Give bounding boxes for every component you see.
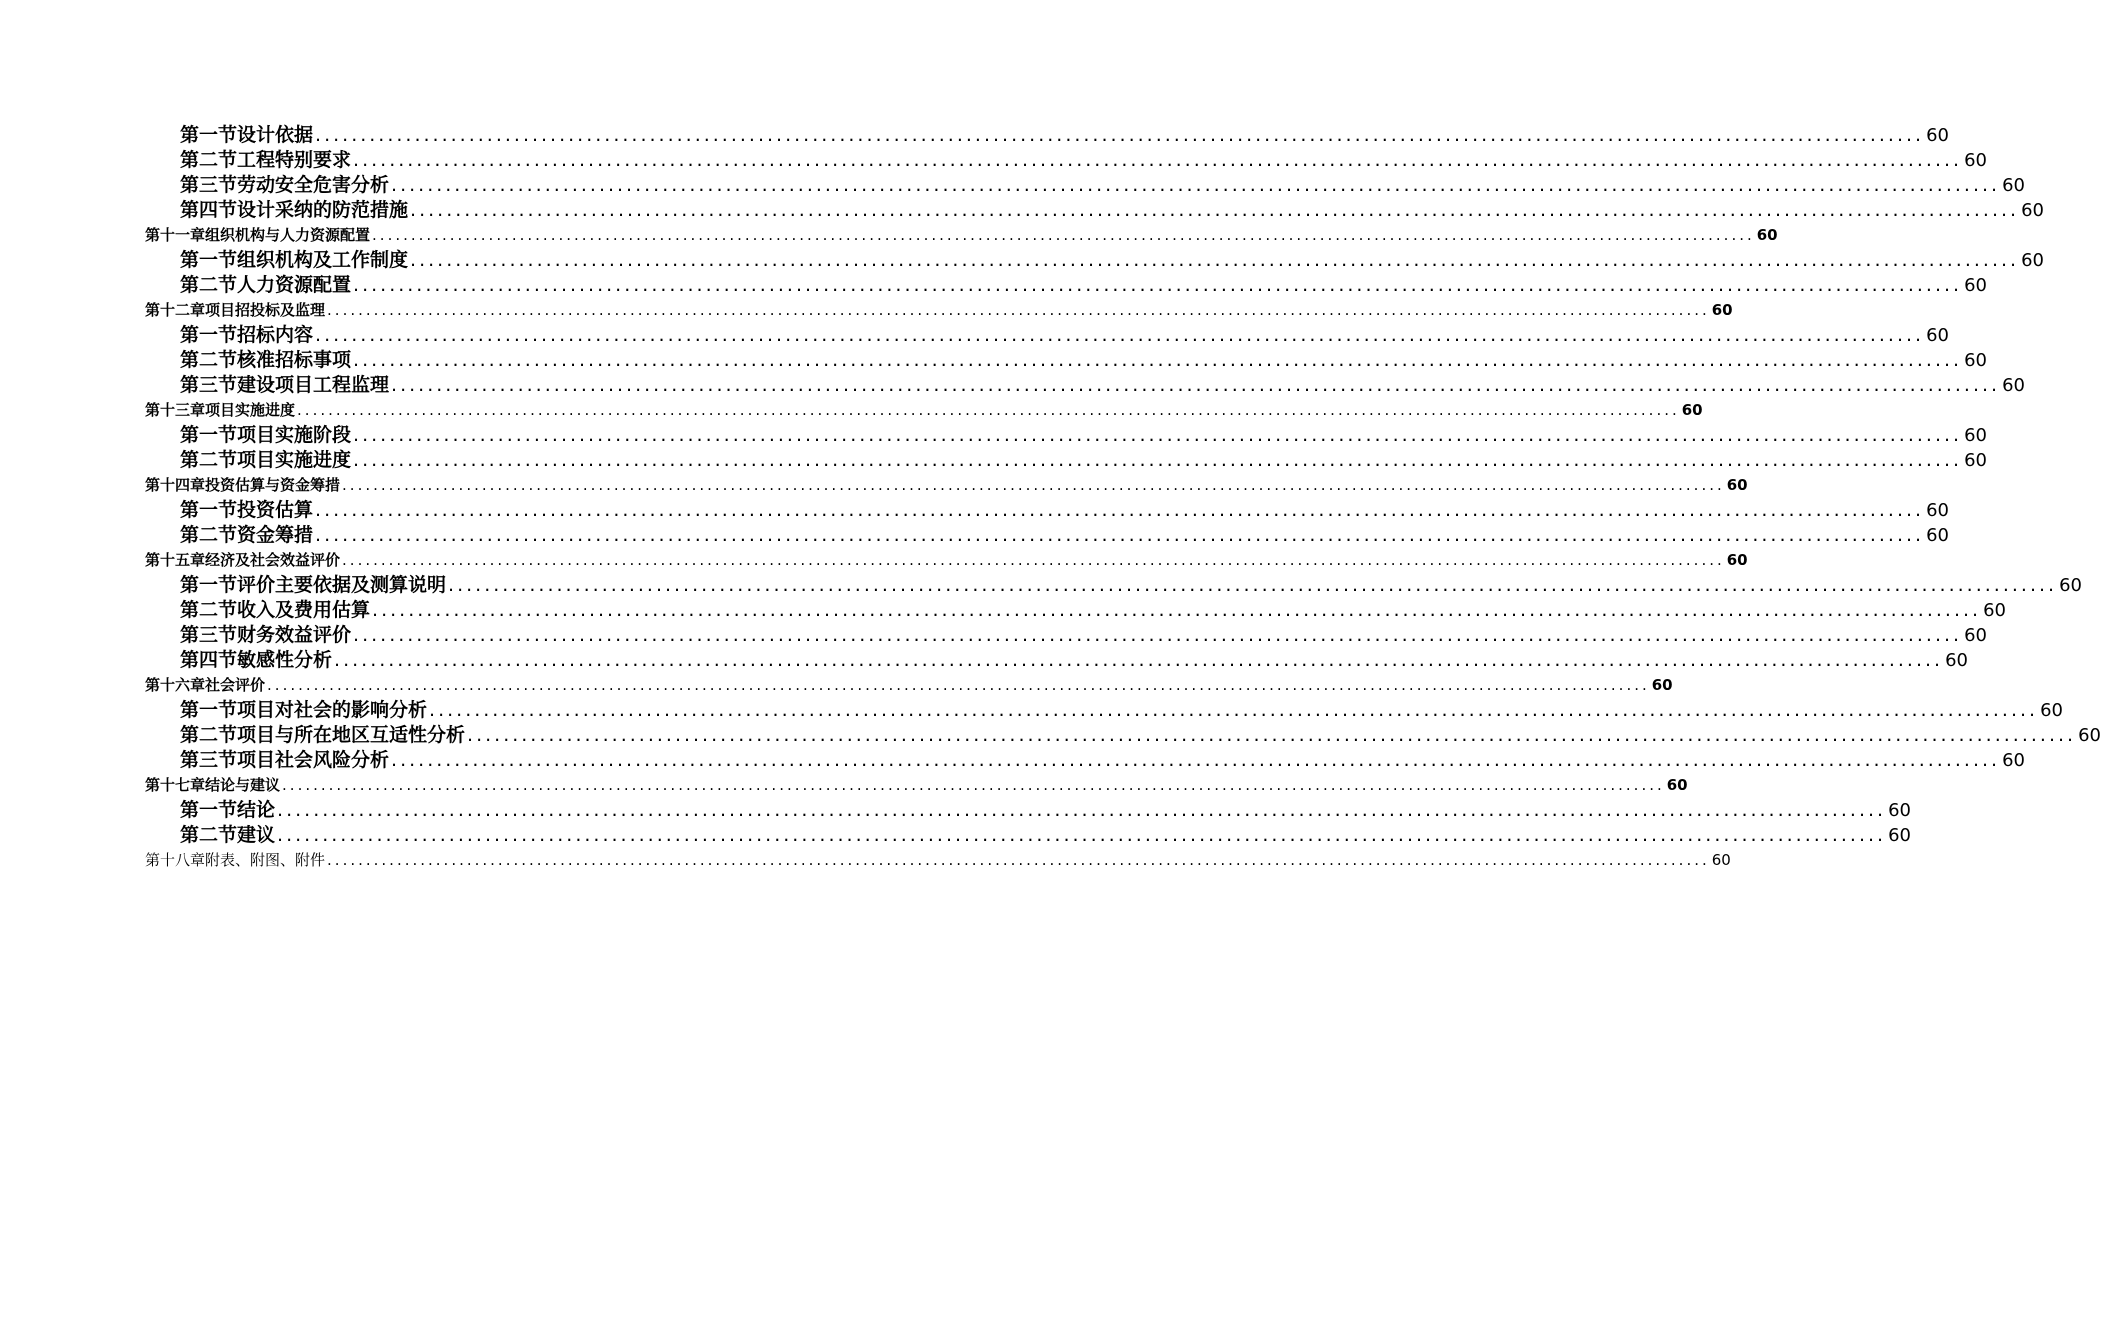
page-number: 60 [1964,350,1987,371]
dot-leader: .................................................................................................................................................................................. [267,676,1650,694]
dot-leader: .................................................................................................................................................................................. [327,851,1710,869]
dot-leader: .................................................................................................................................................................................. [391,749,2001,771]
toc-section-entry[interactable] [0,598,2006,623]
dot-leader: .................................................................................................................................................................................. [315,124,1925,146]
page-number: 60 [1926,525,1949,546]
section-title: 投资估算 [237,499,314,521]
section-number: 第一节 [180,499,238,521]
chapter-number: 第十三章 [145,401,206,419]
page-number: 60 [1756,226,1778,244]
chapter-number: 第十七章 [145,776,206,794]
toc-chapter-entry[interactable] [0,773,1688,798]
section-number: 第一节 [180,424,238,446]
chapter-number: 第十四章 [145,476,206,494]
toc-section-entry[interactable] [0,498,1949,523]
section-number: 第一节 [180,324,238,346]
toc-chapter-entry[interactable] [0,673,1673,698]
section-title: 结论 [237,799,276,821]
section-number: 第四节 [180,199,238,221]
chapter-number: 第十六章 [145,676,206,694]
section-number: 第二节 [180,724,238,746]
dot-leader: .................................................................................................................................................................................. [391,374,2001,396]
dot-leader: .................................................................................................................................................................................. [315,324,1925,346]
toc-section-entry[interactable] [0,648,1968,673]
page-number: 60 [1964,625,1987,646]
section-number: 第一节 [180,249,238,271]
toc-section-entry[interactable] [0,723,2101,748]
page-number: 60 [1726,476,1748,494]
page-number: 60 [2002,375,2025,396]
section-title: 项目社会风险分析 [237,749,390,771]
section-title: 建议 [237,824,276,846]
dot-leader: .................................................................................................................................................................................. [353,449,1963,471]
chapter-title: 结论与建议 [205,776,281,794]
page-number: 60 [2059,575,2082,596]
chapter-title: 投资估算与资金筹措 [205,476,341,494]
section-number: 第二节 [180,449,238,471]
dot-leader: .................................................................................................................................................................................. [353,274,1963,296]
section-number: 第三节 [180,174,238,196]
section-title: 工程特别要求 [237,149,352,171]
dot-leader: .................................................................................................................................................................................. [315,524,1925,546]
section-number: 第三节 [180,624,238,646]
chapter-number: 第十一章 [145,226,206,244]
section-number: 第二节 [180,274,238,296]
page-number: 60 [1945,650,1968,671]
page-number: 60 [1926,125,1949,146]
section-title: 劳动安全危害分析 [237,174,390,196]
toc-chapter-entry[interactable] [0,473,1748,498]
section-title: 财务效益评价 [237,624,352,646]
page-number: 60 [2002,750,2025,771]
toc-chapter-entry[interactable] [0,298,1733,323]
section-title: 设计依据 [237,124,314,146]
toc-section-entry[interactable] [0,248,2044,273]
toc-section-entry[interactable] [0,523,1949,548]
toc-section-entry[interactable] [0,423,1987,448]
toc-section-entry[interactable] [0,348,1987,373]
page-number: 60 [1651,676,1673,694]
section-title: 项目实施进度 [237,449,352,471]
page-number: 60 [1666,776,1688,794]
section-number: 第一节 [180,699,238,721]
page-number: 60 [1964,425,1987,446]
toc-section-entry[interactable] [0,173,2025,198]
dot-leader: .................................................................................................................................................................................. [410,199,2020,221]
dot-leader: .................................................................................................................................................................................. [372,226,1755,244]
dot-leader: .................................................................................................................................................................................. [391,174,2001,196]
toc-section-entry[interactable] [0,123,1949,148]
toc-section-entry[interactable] [0,373,2025,398]
section-title: 核准招标事项 [237,349,352,371]
section-title: 资金筹措 [237,524,314,546]
section-number: 第四节 [180,649,238,671]
section-title: 项目与所在地区互适性分析 [237,724,466,746]
page-number: 60 [1964,450,1987,471]
toc-section-entry[interactable] [0,748,2025,773]
toc-section-entry[interactable] [0,698,2063,723]
section-title: 项目实施阶段 [237,424,352,446]
chapter-title: 组织机构与人力资源配置 [205,226,371,244]
section-number: 第一节 [180,574,238,596]
toc-section-entry[interactable] [0,798,1911,823]
toc-chapter-entry[interactable] [0,848,1731,873]
section-title: 设计采纳的防范措施 [237,199,409,221]
section-number: 第二节 [180,599,238,621]
dot-leader: .................................................................................................................................................................................. [315,499,1925,521]
toc-section-entry[interactable] [0,448,1987,473]
section-title: 收入及费用估算 [237,599,371,621]
section-title: 建设项目工程监理 [237,374,390,396]
toc-chapter-entry[interactable] [0,398,1703,423]
dot-leader: .................................................................................................................................................................................. [277,799,1887,821]
section-number: 第三节 [180,374,238,396]
section-title: 项目对社会的影响分析 [237,699,428,721]
page-number: 60 [1726,551,1748,569]
page-number: 60 [1926,325,1949,346]
page-number: 60 [1926,500,1949,521]
section-number: 第二节 [180,524,238,546]
page-number: 60 [1681,401,1703,419]
toc-section-entry[interactable] [0,823,1911,848]
page-number: 60 [1888,800,1911,821]
page-number: 60 [2078,725,2101,746]
section-title: 人力资源配置 [237,274,352,296]
section-number: 第一节 [180,799,238,821]
section-number: 第三节 [180,749,238,771]
chapter-number: 第十八章 [145,851,206,869]
chapter-title: 项目招投标及监理 [205,301,326,319]
section-number: 第一节 [180,124,238,146]
chapter-title: 项目实施进度 [205,401,296,419]
section-title: 招标内容 [237,324,314,346]
chapter-title: 社会评价 [205,676,266,694]
dot-leader: .................................................................................................................................................................................. [429,699,2039,721]
page-number: 60 [2002,175,2025,196]
chapter-title: 经济及社会效益评价 [205,551,341,569]
dot-leader: .................................................................................................................................................................................. [353,149,1963,171]
page-number: 60 [1983,600,2006,621]
page-number: 60 [1888,825,1911,846]
section-number: 第二节 [180,349,238,371]
section-number: 第二节 [180,824,238,846]
section-title: 组织机构及工作制度 [237,249,409,271]
dot-leader: .................................................................................................................................................................................. [353,424,1963,446]
dot-leader: .................................................................................................................................................................................. [353,624,1963,646]
dot-leader: .................................................................................................................................................................................. [282,776,1665,794]
dot-leader: .................................................................................................................................................................................. [327,301,1710,319]
dot-leader: .................................................................................................................................................................................. [410,249,2020,271]
table-of-contents [0,123,2101,873]
toc-section-entry[interactable] [0,273,1987,298]
page-number: 60 [1964,275,1987,296]
page-number: 60 [1964,150,1987,171]
dot-leader: .................................................................................................................................................................................. [448,574,2058,596]
toc-chapter-entry[interactable] [0,548,1748,573]
page-number: 60 [1711,851,1731,869]
dot-leader: .................................................................................................................................................................................. [297,401,1680,419]
toc-section-entry[interactable] [0,148,1987,173]
dot-leader: .................................................................................................................................................................................. [277,824,1887,846]
toc-section-entry[interactable] [0,573,2082,598]
toc-section-entry[interactable] [0,623,1987,648]
dot-leader: .................................................................................................................................................................................. [334,649,1944,671]
dot-leader: .................................................................................................................................................................................. [342,476,1725,494]
section-title: 评价主要依据及测算说明 [237,574,447,596]
chapter-number: 第十五章 [145,551,206,569]
page-number: 60 [2021,200,2044,221]
section-number: 第二节 [180,149,238,171]
dot-leader: .................................................................................................................................................................................. [372,599,1982,621]
page-number: 60 [2040,700,2063,721]
page-number: 60 [1711,301,1733,319]
toc-section-entry[interactable] [0,198,2044,223]
page-number: 60 [2021,250,2044,271]
section-title: 敏感性分析 [237,649,333,671]
dot-leader: .................................................................................................................................................................................. [467,724,2077,746]
chapter-title: 附表、附图、附件 [205,851,326,869]
chapter-number: 第十二章 [145,301,206,319]
dot-leader: .................................................................................................................................................................................. [342,551,1725,569]
toc-chapter-entry[interactable] [0,223,1778,248]
dot-leader: .................................................................................................................................................................................. [353,349,1963,371]
toc-section-entry[interactable] [0,323,1949,348]
